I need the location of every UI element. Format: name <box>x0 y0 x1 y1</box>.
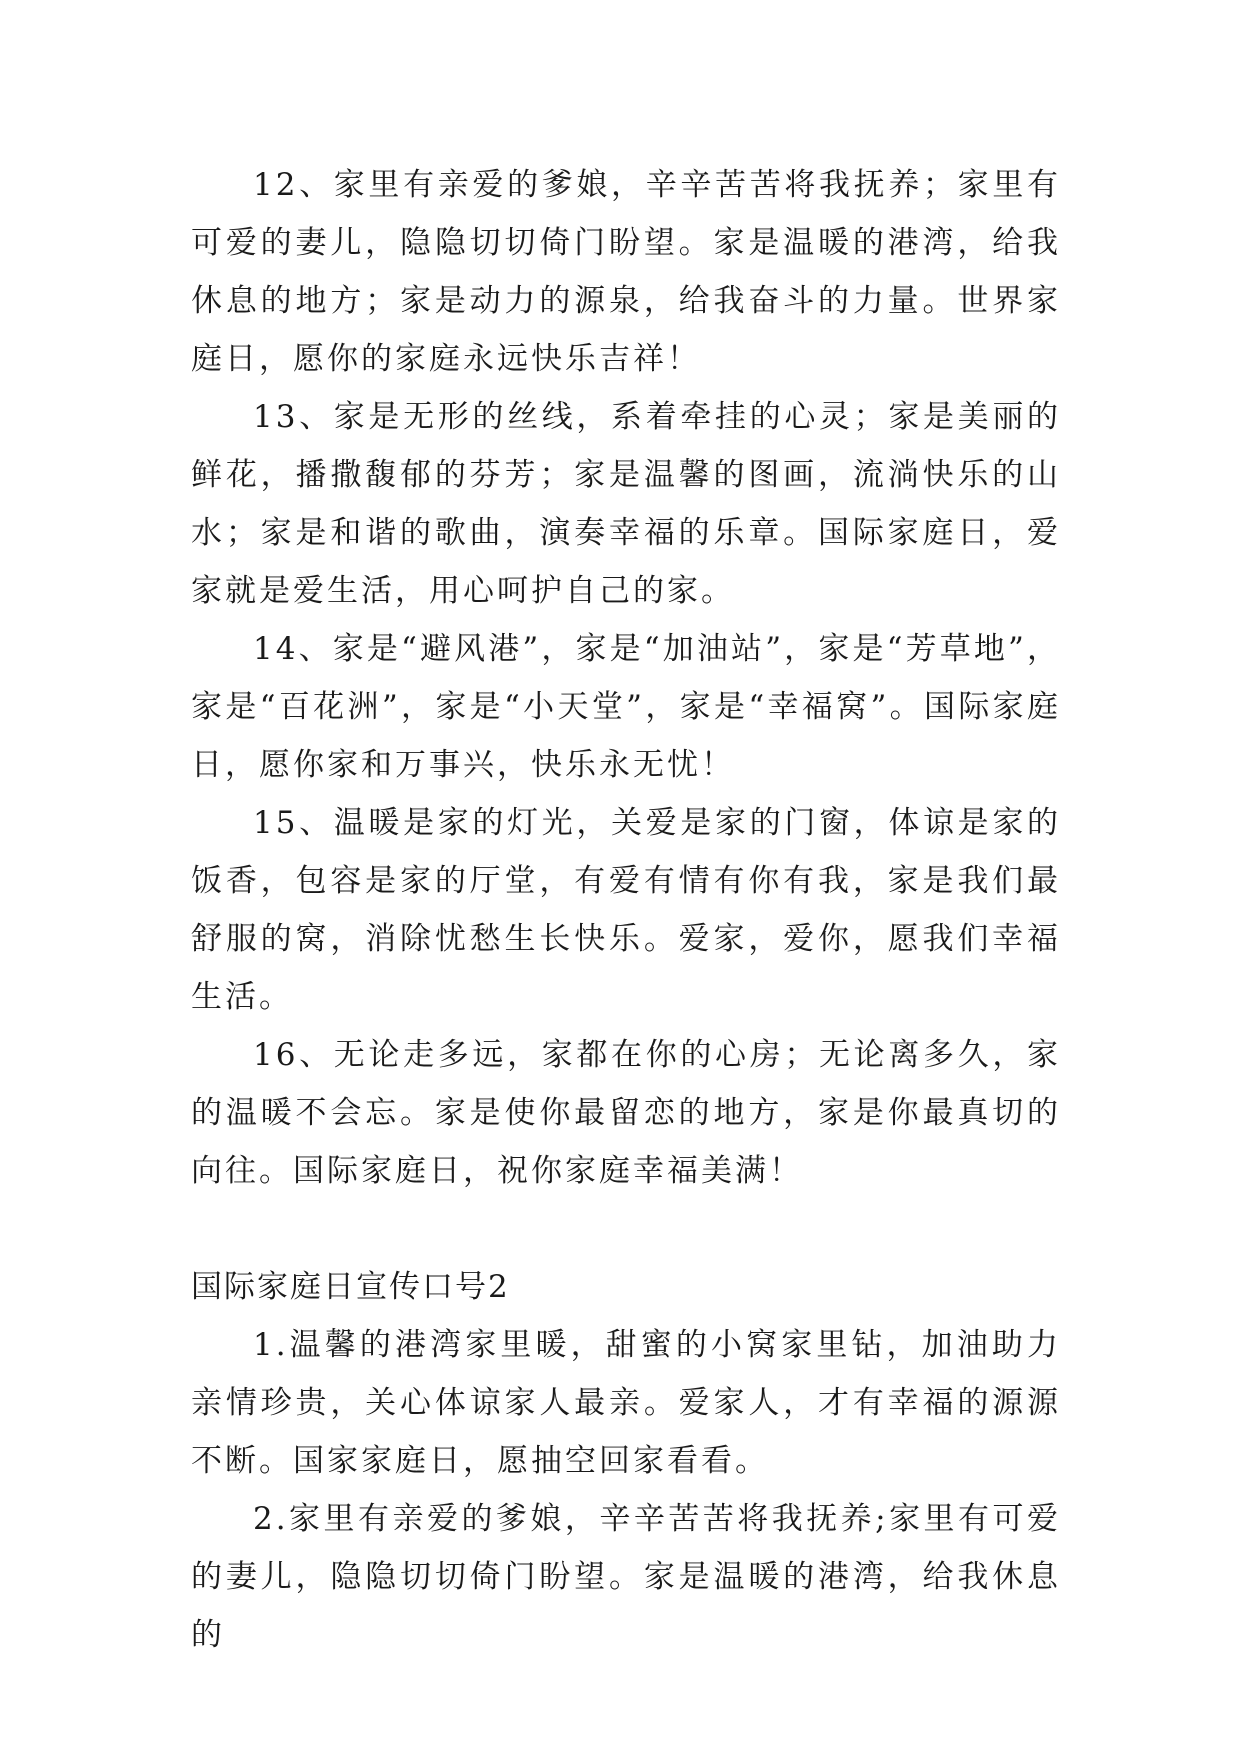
slogan-2: 2.家里有亲爱的爹娘，辛辛苦苦将我抚养;家里有可爱的妻儿，隐隐切切倚门盼望。家是温暖的港湾，给我休息的 <box>191 1501 1061 1653</box>
section-spacer <box>191 1200 1061 1258</box>
paragraph-16: 16、无论走多远，家都在你的心房；无论离多久，家的温暖不会忘。家是使你最留恋的地方，家是你最真切的向往。国际家庭日，祝你家庭幸福美满！ <box>191 1037 1061 1189</box>
paragraph-12: 12、家里有亲爱的爹娘，辛辛苦苦将我抚养；家里有可爱的妻儿，隐隐切切倚门盼望。家是温暖的港湾，给我休息的地方；家是动力的源泉，给我奋斗的力量。世界家庭日，愿你的家庭永远快乐吉祥！ <box>191 167 1061 377</box>
slogan-1: 1.温馨的港湾家里暖，甜蜜的小窝家里钻，加油助力亲情珍贵，关心体谅家人最亲。爱家人，才有幸福的源源不断。国家家庭日，愿抽空回家看看。 <box>191 1327 1061 1479</box>
paragraph-13: 13、家是无形的丝线，系着牵挂的心灵；家是美丽的鲜花，播撒馥郁的芬芳；家是温馨的图画，流淌快乐的山水；家是和谐的歌曲，演奏幸福的乐章。国际家庭日，爱家就是爱生活，用心呵护自己的家。 <box>191 399 1061 609</box>
section-heading: 国际家庭日宣传口号2 <box>191 1269 510 1305</box>
paragraph-15: 15、温暖是家的灯光，关爱是家的门窗，体谅是家的饭香，包容是家的厅堂，有爱有情有你有我，家是我们最舒服的窝，消除忧愁生长快乐。爱家，爱你，愿我们幸福生活。 <box>191 805 1061 1015</box>
document-body <box>191 156 1061 1664</box>
paragraph-14: 14、家是“避风港”，家是“加油站”，家是“芳草地”，家是“百花洲”，家是“小天堂”，家是“幸福窝”。国际家庭日，愿你家和万事兴，快乐永无忧！ <box>191 631 1061 783</box>
